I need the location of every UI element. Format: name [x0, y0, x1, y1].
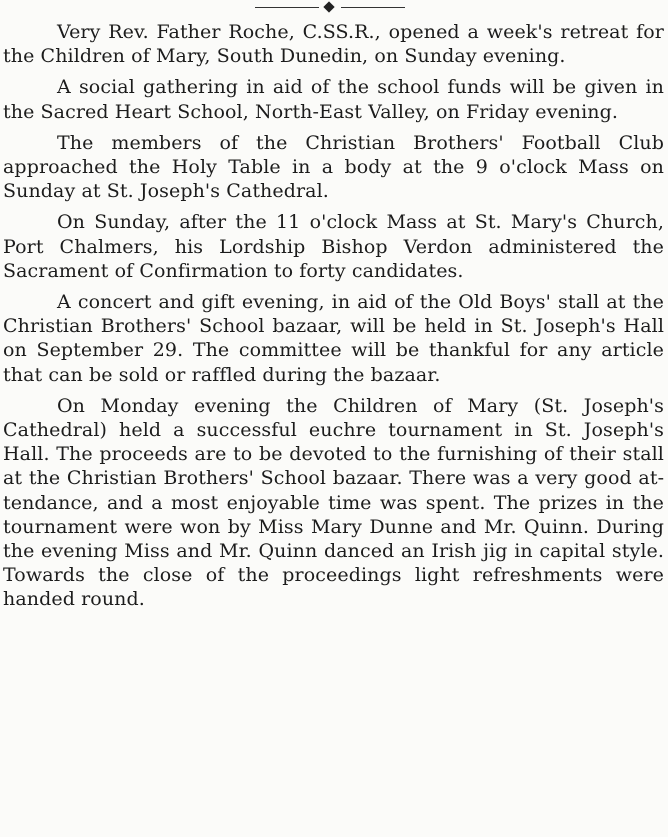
divider-rule-left [255, 7, 319, 8]
paragraph-social-gathering: A social gathering in aid of the school funds will be given in the Sacred Heart School, North-East Valley, on Friday evening. [3, 76, 664, 123]
paragraph-concert: A concert and gift evening, in aid of the Old Boys' stall at the Christian Brothers' School bazaar, will be held in St. Joseph's Hall on September 29. The committee will be thankful for any article that can be sold or raffled during the bazaar. [3, 291, 664, 386]
divider-rule-right [341, 7, 405, 8]
news-column [3, 20, 664, 619]
paragraph-football-club: The members of the Christian Brothers' Football Club approached the Holy Table in a body at the 9 o'clock Mass on Sunday at St. Joseph's Cathedral. [3, 131, 664, 203]
diamond-ornament-icon [323, 1, 334, 12]
paragraph-retreat: Very Rev. Father Roche, C.SS.R., opened a week's retreat for the Children of Mary, South Dunedin, on Sunday evening. [3, 21, 664, 68]
paragraph-confirmation: On Sunday, after the 11 o'clock Mass at St. Mary's Church, Port Chalmers, his Lordship Bishop Verdon administered the Sacrament of Confirmation to forty candidates. [3, 211, 664, 282]
paragraph-euchre-tournament: On Monday evening the Children of Mary (St. Joseph's Cathedral) held a successful euchre tournament in St. Joseph's Hall. The proceeds are to be devoted to the furnishing of their stall at the Christian Brothers' School bazaar. There was a very good attendance, and a most enjoyable time was spent. The prizes in the tournament were won by Miss Mary Dunne and Mr. Quinn. During the evening Miss and Mr. Quinn danced an Irish jig in capital style. Towards the close of the proceedings light refreshments were handed round. [3, 394, 664, 611]
ornament-divider [255, 2, 405, 14]
